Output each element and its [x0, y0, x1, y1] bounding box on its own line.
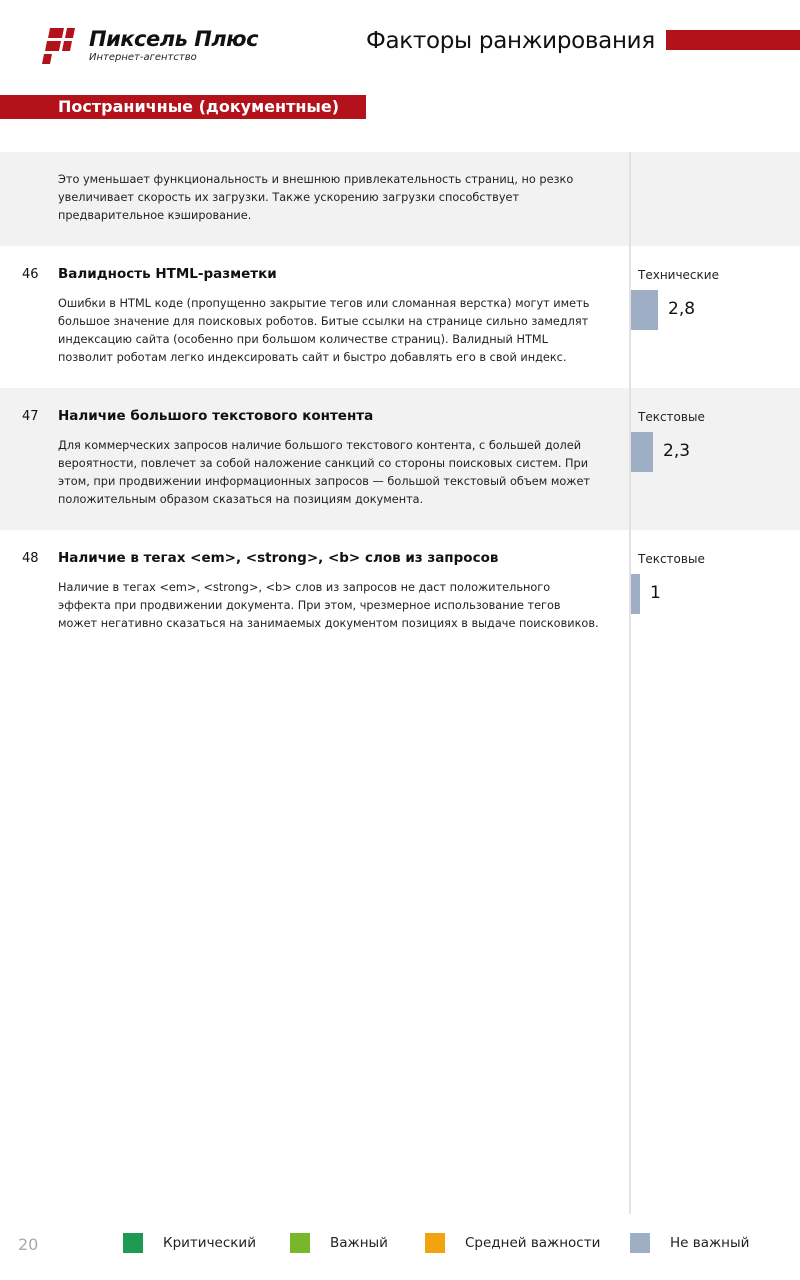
factor-number: 47	[22, 409, 39, 424]
factor-score: 2,3	[663, 441, 691, 461]
legend-swatch	[290, 1233, 310, 1253]
page-title: Факторы ранжирования	[366, 28, 655, 54]
legend-swatch	[630, 1233, 650, 1253]
brand-logo	[40, 26, 270, 70]
factor-number: 48	[22, 551, 39, 566]
page-number: 20	[18, 1235, 39, 1254]
factor-description: Ошибки в HTML коде (пропущенно закрытие тегов или сломанная верстка) могут иметь большое значение для поисковых роботов. Битые ссылки на странице сильно замедлят индексацию сайта (особенно при большом количестве страниц). Валидный HTML позволит роботам легко индексировать сайт и быстро добавлять его в свой индекс.	[58, 297, 590, 364]
factor-row	[0, 388, 800, 530]
importance-bar	[630, 574, 640, 614]
factor-category: Технические	[638, 268, 719, 282]
section-banner	[0, 95, 366, 119]
factor-row	[0, 246, 800, 388]
factor-title: Валидность HTML-разметки	[58, 266, 277, 282]
importance-bar	[630, 290, 658, 330]
factor-score: 1	[650, 583, 661, 603]
factor-description: Для коммерческих запросов наличие большого текстового контента, с большей долей вероятности, повлечет за собой наложение санкций со стороны поисковых систем. При этом, при продвижении информационных запросов — большой текстовый объем может положительным образом сказаться на позициям документа.	[58, 439, 591, 506]
legend-swatch	[123, 1233, 143, 1253]
brand-tagline: Интернет-агентство	[89, 52, 197, 63]
factor-title: Наличие в тегах <em>, <strong>, <b> слов из запросов	[58, 550, 499, 566]
legend-label: Не важный	[670, 1235, 750, 1251]
factor-description: Наличие в тегах <em>, <strong>, <b> слов из запросов не даст положительного эффекта при продвижении документа. При этом, чрезмерное использование тегов может негативно сказаться на занимаемых документом позициях в выдаче поисковиков.	[58, 581, 599, 630]
intro-block	[0, 152, 800, 246]
legend-label: Важный	[330, 1235, 388, 1251]
factor-row	[0, 530, 800, 650]
factor-title: Наличие большого текстового контента	[58, 408, 374, 424]
brand-name: Пиксель Плюс	[89, 27, 259, 51]
factor-score: 2,8	[668, 299, 696, 319]
legend-label: Средней важности	[465, 1235, 601, 1251]
factor-category: Текстовые	[638, 410, 705, 424]
legend-label: Критический	[163, 1235, 256, 1251]
column-divider	[629, 152, 631, 1214]
intro-text: Это уменьшает функциональность и внешнюю привлекательность страниц, но резко увеличивает скорость их загрузки. Также ускорению загрузки способствует предварительное кэширование.	[58, 173, 574, 222]
title-accent-bar	[666, 30, 800, 50]
factor-number: 46	[22, 267, 39, 282]
importance-bar	[630, 432, 653, 472]
pixel-plus-logo-icon	[40, 26, 80, 66]
legend-swatch	[425, 1233, 445, 1253]
section-title: Постраничные (документные)	[58, 97, 340, 116]
factor-category: Текстовые	[638, 552, 705, 566]
